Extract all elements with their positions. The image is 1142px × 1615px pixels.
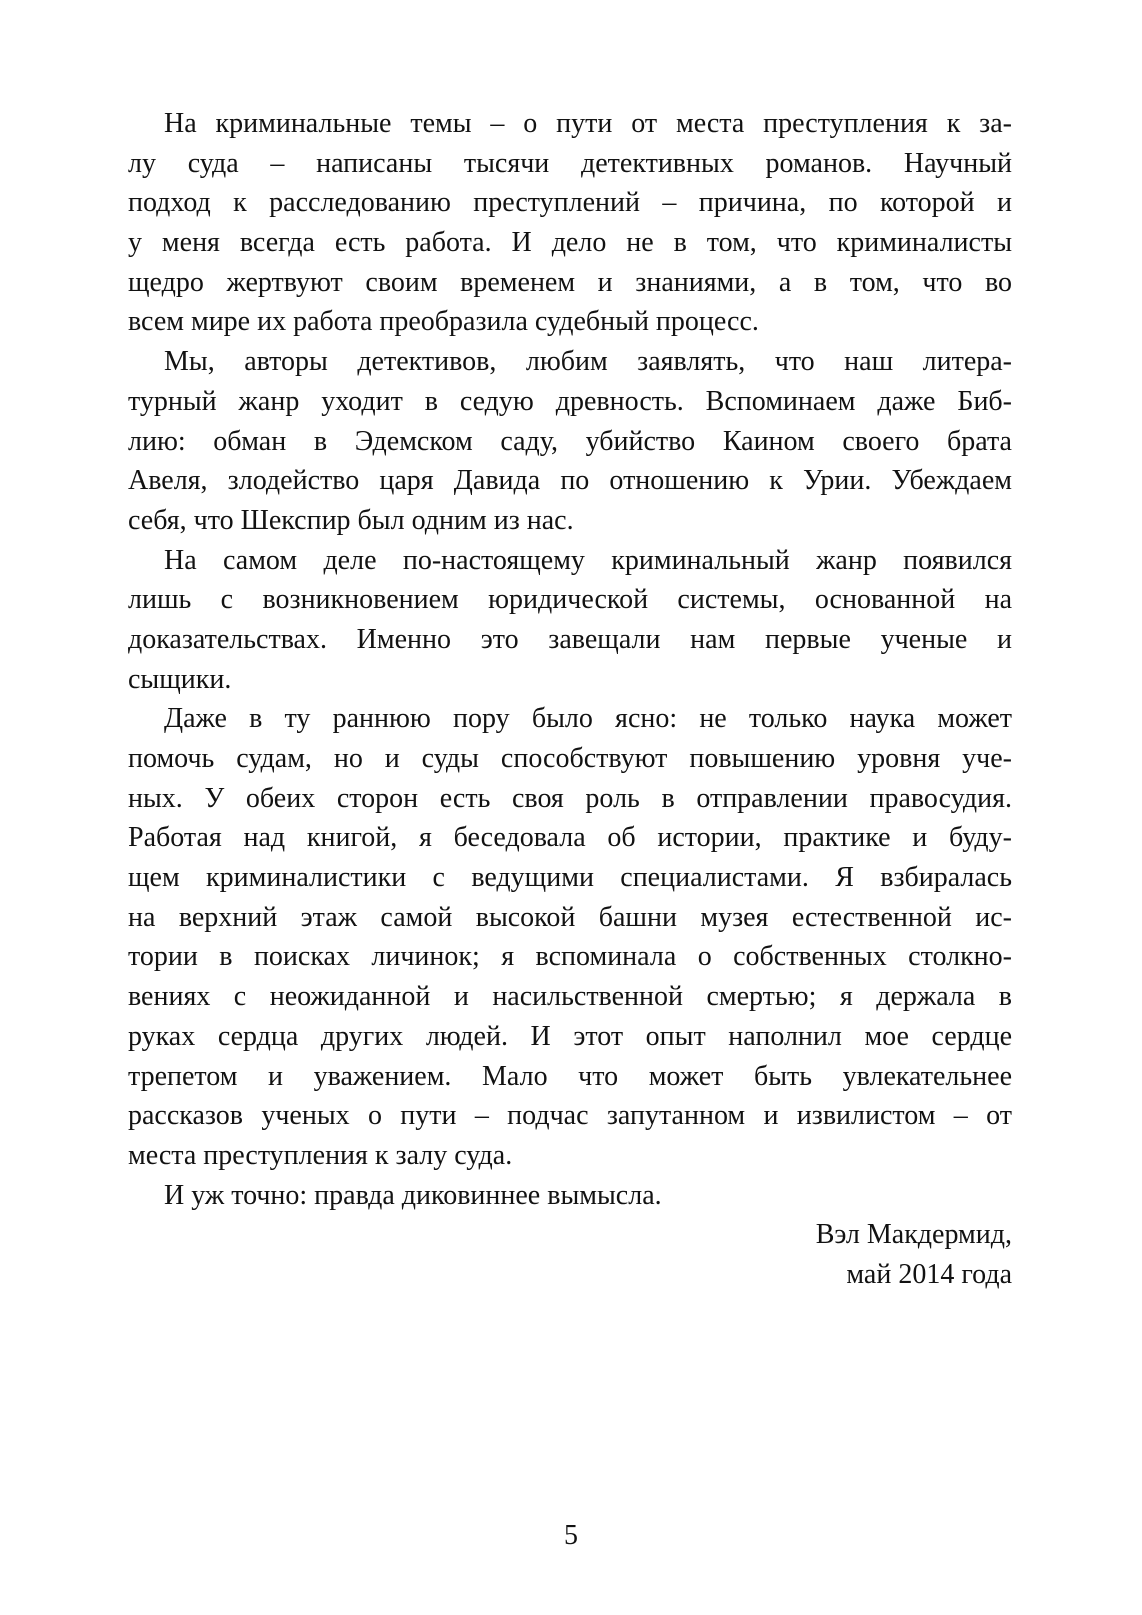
- text-line: помочь судам, но и суды способствуют повышению уровня уче-: [128, 743, 1012, 774]
- text-line: щедро жертвуют своим временем и знаниями, а в том, что во: [128, 266, 1012, 298]
- signature-date: май 2014 года: [846, 1258, 1012, 1290]
- text-line: вениях с неожиданной и насильственной смертью; я держала в: [128, 981, 1012, 1013]
- text-line: Мы, авторы детективов, любим заявлять, что наш литера-: [164, 346, 1012, 378]
- text-line: Авеля, злодейство царя Давида по отношению к Урии. Убеждаем: [128, 465, 1012, 497]
- paragraph-1: [128, 104, 1012, 342]
- text-line: Работая над книгой, я беседовала об истории, практике и буду-: [128, 822, 1012, 854]
- text-line: ных. У обеих сторон есть своя роль в отправлении правосудия.: [128, 782, 1012, 814]
- signature: [128, 1215, 1012, 1294]
- paragraph-4: [128, 699, 1012, 1175]
- text-line: щем криминалистики с ведущими специалистами. Я взбиралась: [128, 862, 1012, 894]
- text-line: Даже в ту раннюю пору было ясно: не только наука может: [164, 703, 1012, 735]
- text-line: тории в поисках личинок; я вспоминала о собственных столкно-: [128, 941, 1012, 973]
- text-line: И уж точно: правда диковиннее вымысла.: [164, 1179, 662, 1211]
- text-line: себя, что Шекспир был одним из нас.: [128, 504, 574, 536]
- paragraph-5: [128, 1176, 1012, 1216]
- text-line: сыщики.: [128, 663, 232, 695]
- text-line: лу суда – написаны тысячи детективных романов. Научный: [128, 147, 1012, 179]
- text-line: на верхний этаж самой высокой башни музея естественной ис-: [128, 901, 1012, 933]
- text-line: рассказов ученых о пути – подчас запутанном и извилистом – от: [128, 1100, 1012, 1132]
- text-line: турный жанр уходит в седую древность. Вспоминаем даже Биб-: [128, 385, 1012, 417]
- text-line: у меня всегда есть работа. И дело не в том, что криминалисты: [128, 227, 1012, 259]
- text-line: лию: обман в Эдемском саду, убийство Каином своего брата: [128, 425, 1012, 457]
- text-line: На самом деле по-настоящему криминальный жанр появился: [164, 544, 1012, 576]
- page-number: 5: [564, 1520, 578, 1551]
- paragraph-3: [128, 541, 1012, 700]
- paragraph-2: [128, 342, 1012, 540]
- signature-author: Вэл Макдермид,: [815, 1219, 1012, 1251]
- body-text: [128, 104, 1012, 1295]
- text-line: руках сердца других людей. И этот опыт наполнил мое сердце: [128, 1020, 1012, 1052]
- text-line: доказательствах. Именно это завещали нам первые ученые и: [128, 623, 1012, 655]
- text-line: На криминальные темы – о пути от места преступления к за-: [164, 108, 1012, 139]
- text-line: трепетом и уважением. Мало что может быть увлекательнее: [128, 1060, 1012, 1092]
- text-line: всем мире их работа преобразила судебный процесс.: [128, 306, 759, 338]
- text-line: места преступления к залу суда.: [128, 1139, 513, 1171]
- text-line: лишь с возникновением юридической системы, основанной на: [128, 584, 1012, 616]
- text-line: подход к расследованию преступлений – причина, по которой и: [128, 187, 1012, 219]
